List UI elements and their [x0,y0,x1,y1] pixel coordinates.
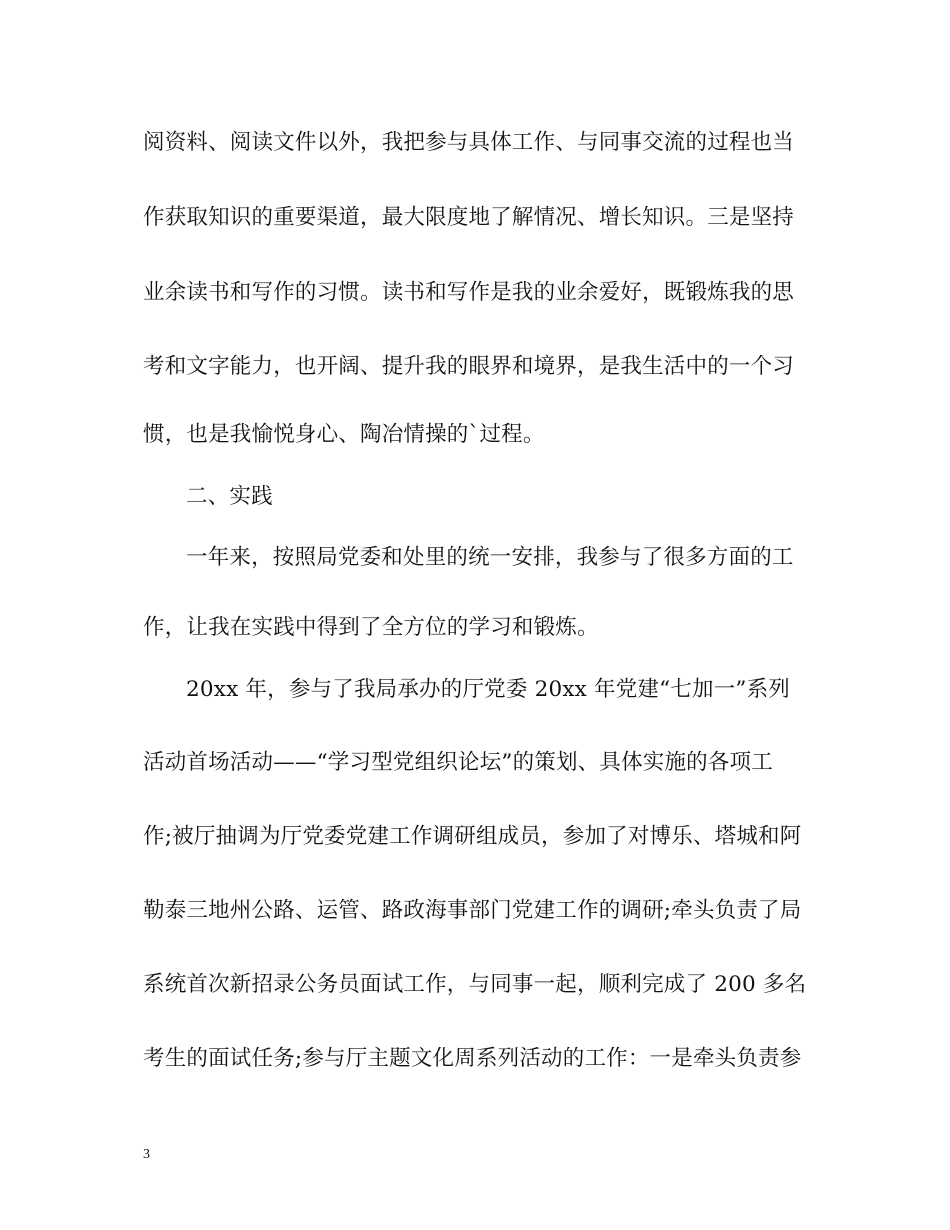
text-line-14: 考生的面试任务;参与厅主题文化周系列活动的工作：一是牵头负责参 [143,1046,802,1071]
text-line-8: 作，让我在实践中得到了全方位的学习和锻炼。 [143,615,599,640]
text-line-3: 业余读书和写作的习惯。读书和写作是我的业余爱好，既锻炼我的思 [143,280,795,305]
text-line-2: 作获取知识的重要渠道，最大限度地了解情况、增长知识。三是坚持 [143,205,795,230]
section-heading: 二、实践 [186,484,273,509]
text-line-7: 一年来，按照局党委和处里的统一安排，我参与了很多方面的工 [186,545,794,570]
text-line-1: 阅资料、阅读文件以外，我把参与具体工作、与同事交流的过程也当 [143,130,795,155]
text-line-9: 20xx 年，参与了我局承办的厅党委 20xx 年党建“七加一”系列 [186,677,791,702]
text-line-13: 系统首次新招录公务员面试工作，与同事一起，顺利完成了 200 多名 [143,972,807,997]
page-number: 3 [143,1147,150,1162]
text-line-12: 勒泰三地州公路、运管、路政海事部门党建工作的调研;牵头负责了局 [143,898,802,923]
text-line-11: 作;被厅抽调为厅党委党建工作调研组成员，参加了对博乐、塔城和阿 [143,824,802,849]
text-line-5: 惯，也是我愉悦身心、陶冶情操的`过程。 [143,422,545,447]
text-line-10: 活动首场活动——“学习型党组织论坛”的策划、具体实施的各项工 [143,750,773,775]
text-line-4: 考和文字能力，也开阔、提升我的眼界和境界，是我生活中的一个习 [143,354,795,379]
